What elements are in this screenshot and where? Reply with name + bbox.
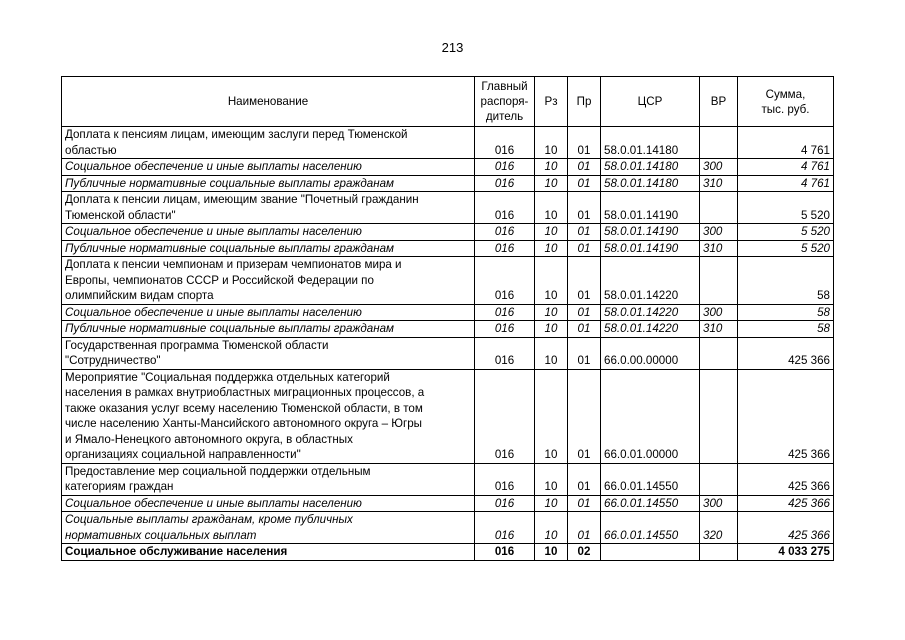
table-body xyxy=(62,127,834,561)
cell-sum: 4 761 xyxy=(738,175,834,192)
table-row xyxy=(62,321,834,338)
cell-name: Социальное обеспечение и иные выплаты населению xyxy=(62,495,475,512)
header-rz: Рз xyxy=(535,77,568,127)
table-row xyxy=(62,495,834,512)
cell-sum: 425 366 xyxy=(738,512,834,544)
cell-sum: 5 520 xyxy=(738,224,834,241)
cell-sum: 4 761 xyxy=(738,127,834,159)
cell-csr xyxy=(601,544,700,561)
table-row xyxy=(62,463,834,495)
cell-grs: 016 xyxy=(475,192,535,224)
cell-sum: 4 761 xyxy=(738,159,834,176)
cell-sum: 425 366 xyxy=(738,495,834,512)
cell-pr: 01 xyxy=(568,159,601,176)
cell-pr: 01 xyxy=(568,463,601,495)
cell-vr xyxy=(700,257,738,305)
cell-pr: 02 xyxy=(568,544,601,561)
cell-grs: 016 xyxy=(475,337,535,369)
table-row xyxy=(62,192,834,224)
cell-name: Доплата к пенсии лицам, имеющим звание "Почетный гражданин Тюменской области" xyxy=(62,192,475,224)
cell-name: Публичные нормативные социальные выплаты гражданам xyxy=(62,175,475,192)
cell-csr: 58.0.01.14180 xyxy=(601,175,700,192)
header-grs: Главный распоря- дитель xyxy=(475,77,535,127)
cell-pr: 01 xyxy=(568,240,601,257)
cell-name: Социальное обеспечение и иные выплаты населению xyxy=(62,304,475,321)
cell-rz: 10 xyxy=(535,369,568,463)
cell-vr: 300 xyxy=(700,159,738,176)
cell-csr: 58.0.01.14190 xyxy=(601,224,700,241)
cell-name: Государственная программа Тюменской области "Сотрудничество" xyxy=(62,337,475,369)
cell-grs: 016 xyxy=(475,512,535,544)
cell-pr: 01 xyxy=(568,369,601,463)
cell-rz: 10 xyxy=(535,257,568,305)
cell-name: Социальное обеспечение и иные выплаты населению xyxy=(62,159,475,176)
cell-vr: 310 xyxy=(700,240,738,257)
table-header-row xyxy=(62,77,834,127)
cell-sum: 58 xyxy=(738,304,834,321)
cell-grs: 016 xyxy=(475,304,535,321)
cell-sum: 4 033 275 xyxy=(738,544,834,561)
cell-csr: 58.0.01.14190 xyxy=(601,192,700,224)
cell-vr: 300 xyxy=(700,224,738,241)
cell-grs: 016 xyxy=(475,463,535,495)
cell-sum: 425 366 xyxy=(738,337,834,369)
cell-name: Социальное обслуживание населения xyxy=(62,544,475,561)
table-row xyxy=(62,224,834,241)
cell-grs: 016 xyxy=(475,321,535,338)
table-row xyxy=(62,304,834,321)
cell-pr: 01 xyxy=(568,192,601,224)
cell-pr: 01 xyxy=(568,512,601,544)
cell-rz: 10 xyxy=(535,192,568,224)
table-row xyxy=(62,544,834,561)
cell-sum: 58 xyxy=(738,321,834,338)
table-row xyxy=(62,369,834,463)
cell-pr: 01 xyxy=(568,127,601,159)
cell-grs: 016 xyxy=(475,495,535,512)
cell-pr: 01 xyxy=(568,304,601,321)
table-row xyxy=(62,127,834,159)
cell-pr: 01 xyxy=(568,224,601,241)
table-row xyxy=(62,159,834,176)
table-row xyxy=(62,257,834,305)
cell-rz: 10 xyxy=(535,240,568,257)
cell-sum: 425 366 xyxy=(738,463,834,495)
cell-grs: 016 xyxy=(475,240,535,257)
cell-csr: 58.0.01.14190 xyxy=(601,240,700,257)
cell-csr: 66.0.01.00000 xyxy=(601,369,700,463)
cell-vr: 310 xyxy=(700,175,738,192)
cell-rz: 10 xyxy=(535,304,568,321)
cell-grs: 016 xyxy=(475,224,535,241)
cell-csr: 66.0.01.14550 xyxy=(601,512,700,544)
cell-vr xyxy=(700,544,738,561)
cell-csr: 58.0.01.14180 xyxy=(601,127,700,159)
cell-csr: 58.0.01.14220 xyxy=(601,304,700,321)
cell-rz: 10 xyxy=(535,337,568,369)
cell-sum: 5 520 xyxy=(738,192,834,224)
budget-table xyxy=(61,76,834,561)
cell-name: Социальные выплаты гражданам, кроме публичных нормативных социальных выплат xyxy=(62,512,475,544)
cell-sum: 5 520 xyxy=(738,240,834,257)
cell-rz: 10 xyxy=(535,175,568,192)
cell-grs: 016 xyxy=(475,369,535,463)
cell-sum: 58 xyxy=(738,257,834,305)
cell-grs: 016 xyxy=(475,257,535,305)
cell-rz: 10 xyxy=(535,495,568,512)
cell-grs: 016 xyxy=(475,175,535,192)
cell-grs: 016 xyxy=(475,544,535,561)
table-row xyxy=(62,175,834,192)
cell-rz: 10 xyxy=(535,512,568,544)
cell-pr: 01 xyxy=(568,495,601,512)
cell-name: Предоставление мер социальной поддержки отдельным категориям граждан xyxy=(62,463,475,495)
cell-vr xyxy=(700,337,738,369)
page-number: 213 xyxy=(441,40,464,55)
cell-pr: 01 xyxy=(568,175,601,192)
cell-name: Мероприятие "Социальная поддержка отдельных категорий населения в рамках внутриобластных миграционных процессов, а также оказания услуг всему населению Тюменской области, в том числе населению Ханты-Мансийского автономного округа – Югры и Ямало-Ненецкого автономного округа, в областных организациях социальной направленности" xyxy=(62,369,475,463)
cell-vr xyxy=(700,127,738,159)
cell-rz: 10 xyxy=(535,159,568,176)
cell-pr: 01 xyxy=(568,337,601,369)
header-vr: ВР xyxy=(700,77,738,127)
table-row xyxy=(62,240,834,257)
header-sum: Сумма, тыс. руб. xyxy=(738,77,834,127)
cell-vr xyxy=(700,192,738,224)
table-row xyxy=(62,512,834,544)
cell-csr: 58.0.01.14220 xyxy=(601,257,700,305)
cell-csr: 66.0.00.00000 xyxy=(601,337,700,369)
cell-rz: 10 xyxy=(535,544,568,561)
cell-name: Публичные нормативные социальные выплаты гражданам xyxy=(62,240,475,257)
cell-vr xyxy=(700,463,738,495)
table-row xyxy=(62,337,834,369)
cell-vr: 300 xyxy=(700,304,738,321)
cell-csr: 66.0.01.14550 xyxy=(601,495,700,512)
header-csr: ЦСР xyxy=(601,77,700,127)
cell-name: Публичные нормативные социальные выплаты гражданам xyxy=(62,321,475,338)
cell-pr: 01 xyxy=(568,321,601,338)
cell-rz: 10 xyxy=(535,127,568,159)
cell-name: Социальное обеспечение и иные выплаты населению xyxy=(62,224,475,241)
cell-rz: 10 xyxy=(535,321,568,338)
cell-name: Доплата к пенсии чемпионам и призерам чемпионатов мира и Европы, чемпионатов СССР и Российской Федерации по олимпийским видам спорта xyxy=(62,257,475,305)
cell-rz: 10 xyxy=(535,224,568,241)
cell-grs: 016 xyxy=(475,159,535,176)
cell-pr: 01 xyxy=(568,257,601,305)
cell-vr: 300 xyxy=(700,495,738,512)
cell-grs: 016 xyxy=(475,127,535,159)
cell-csr: 58.0.01.14220 xyxy=(601,321,700,338)
cell-name: Доплата к пенсиям лицам, имеющим заслуги перед Тюменской областью xyxy=(62,127,475,159)
cell-csr: 66.0.01.14550 xyxy=(601,463,700,495)
cell-rz: 10 xyxy=(535,463,568,495)
header-name: Наименование xyxy=(62,77,475,127)
cell-vr xyxy=(700,369,738,463)
cell-csr: 58.0.01.14180 xyxy=(601,159,700,176)
cell-sum: 425 366 xyxy=(738,369,834,463)
header-pr: Пр xyxy=(568,77,601,127)
cell-vr: 320 xyxy=(700,512,738,544)
cell-vr: 310 xyxy=(700,321,738,338)
